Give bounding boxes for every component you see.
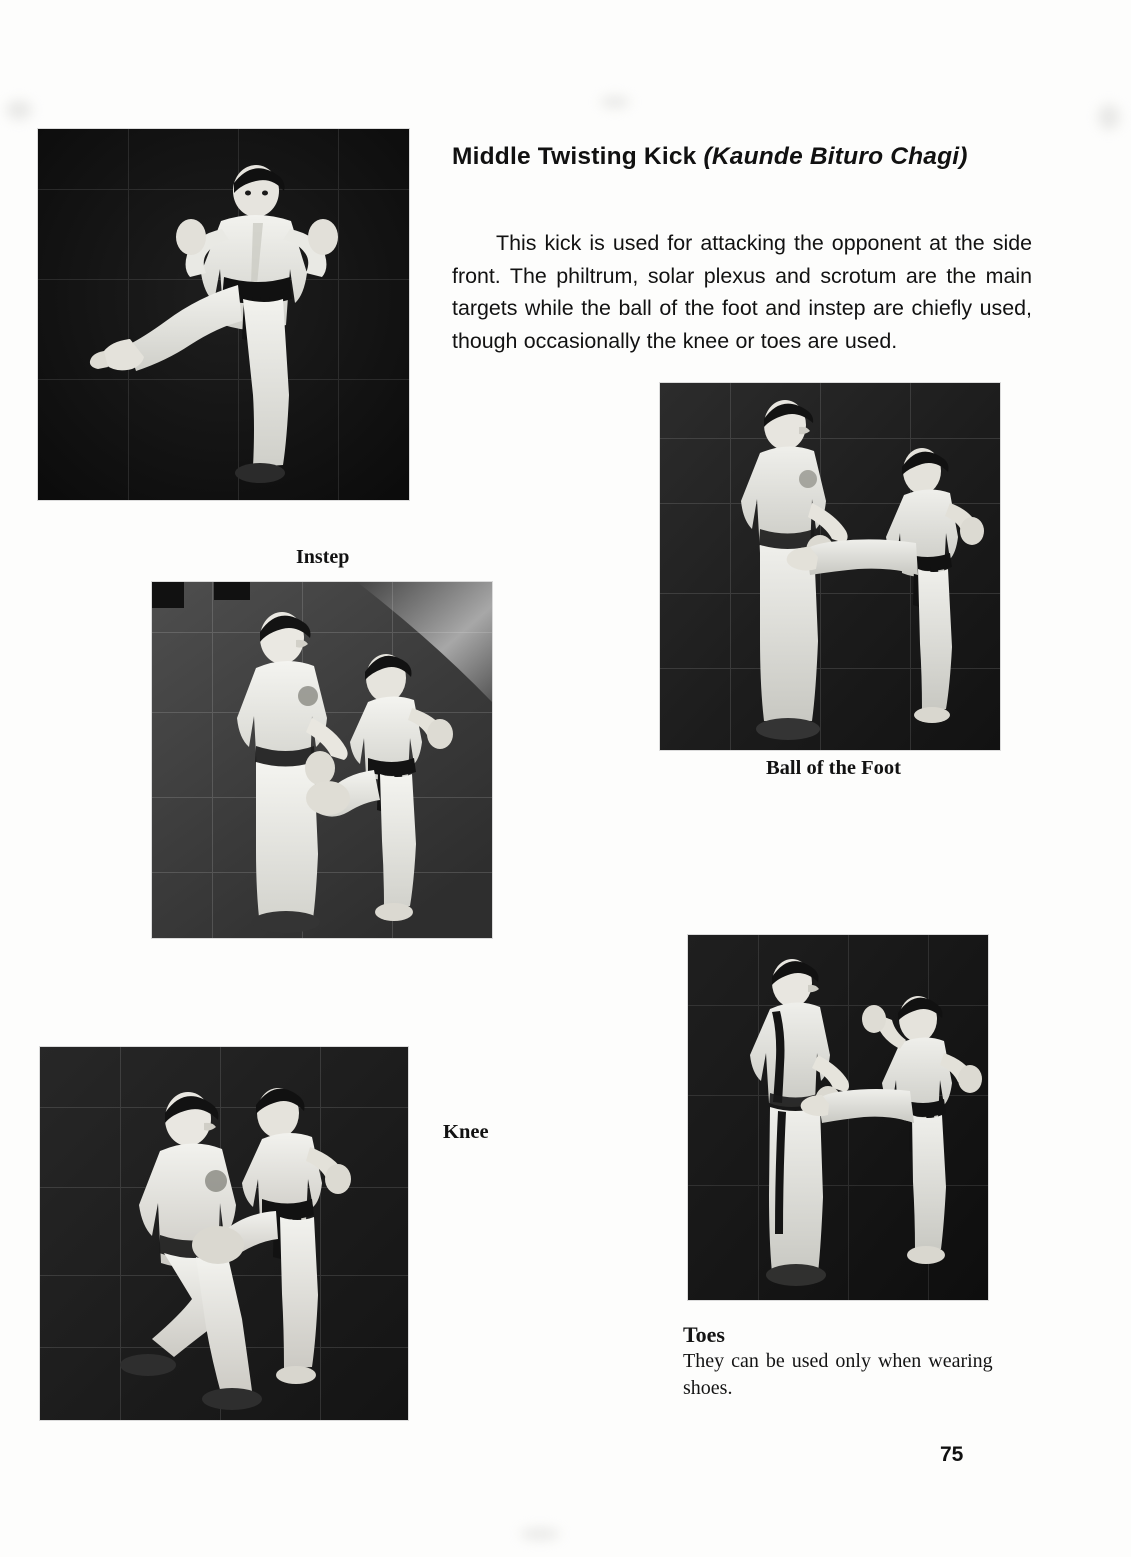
scan-smudge <box>1098 104 1120 130</box>
scan-smudge <box>6 100 32 120</box>
caption-instep: Instep <box>296 546 350 568</box>
body-paragraph: This kick is used for attacking the opponent at the side front. The philtrum, solar plexus and scrotum are the main targets while the ball of the foot and instep are chiefly used, though occasionally the knee or toes are used. <box>452 231 1032 353</box>
caption-ball-of-the-foot: Ball of the Foot <box>766 757 901 779</box>
page-title <box>452 143 1037 171</box>
toes-demonstration-photo <box>688 935 988 1300</box>
caption-toes-block <box>683 1322 1003 1402</box>
caption-toes-title: Toes <box>683 1322 725 1347</box>
page-title-korean: (Kaunde Bituro Chagi) <box>703 143 968 170</box>
ball-of-foot-demonstration-photo <box>660 383 1000 750</box>
scan-smudge <box>520 1528 560 1540</box>
page-number: 75 <box>940 1443 964 1466</box>
solo-twisting-kick-photo <box>38 129 409 500</box>
caption-toes-note: They can be used only when wearing shoes. <box>683 1350 993 1399</box>
page-title-english: Middle Twisting Kick <box>452 143 697 170</box>
knee-demonstration-photo <box>40 1047 408 1420</box>
instep-demonstration-photo <box>152 582 492 938</box>
scan-smudge <box>600 96 630 108</box>
caption-knee: Knee <box>443 1121 489 1143</box>
